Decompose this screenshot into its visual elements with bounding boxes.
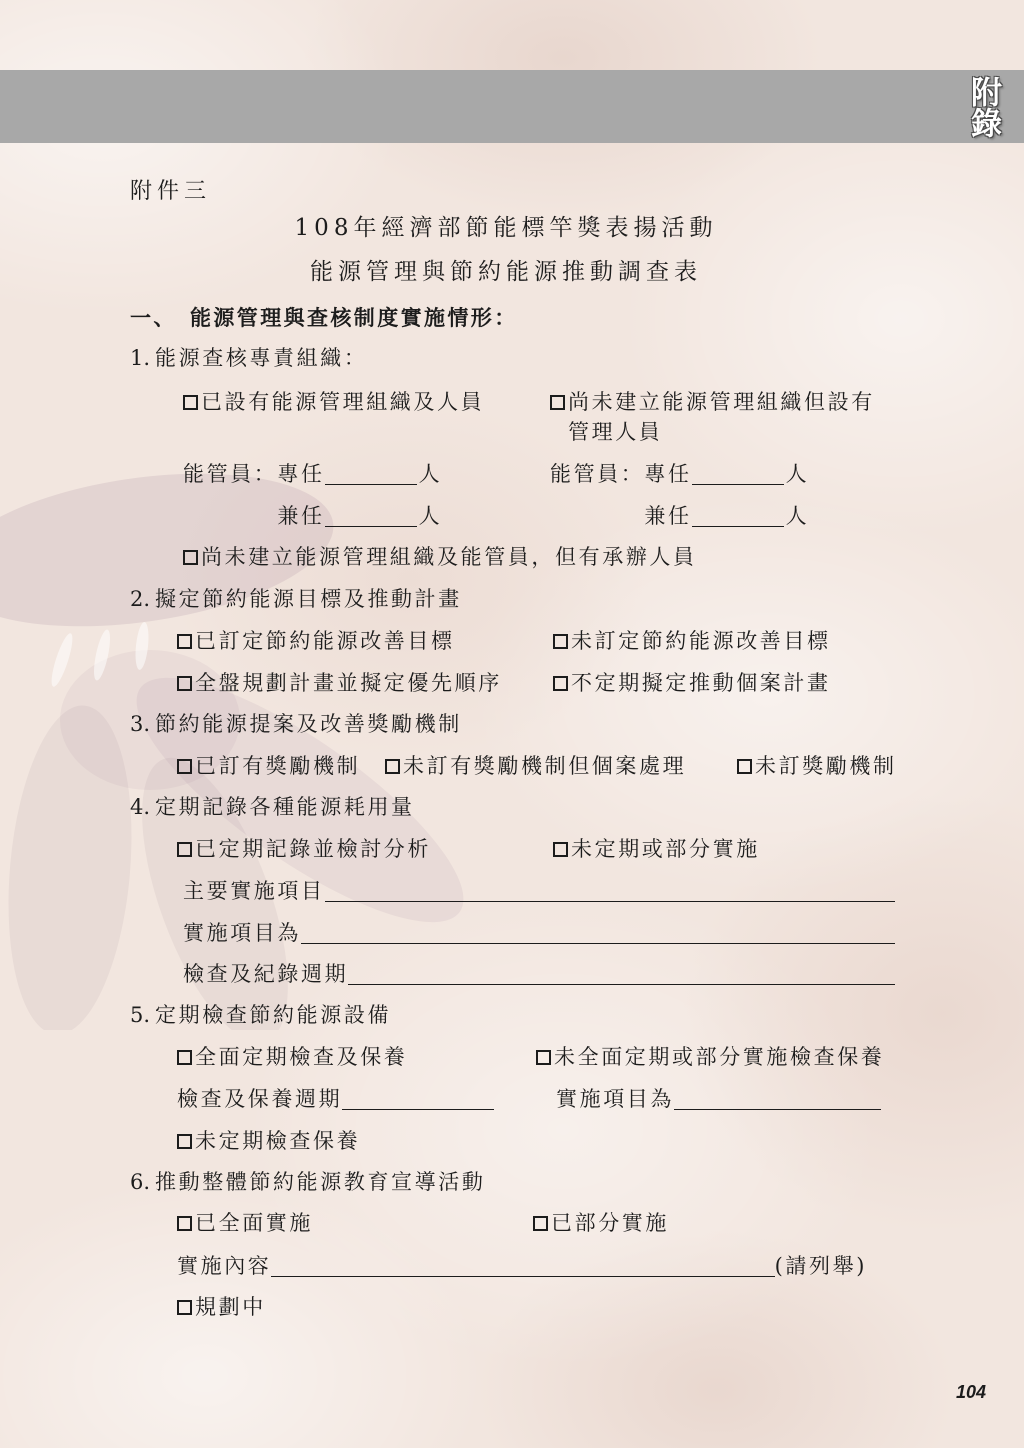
question-title: 推動整體節約能源教育宣導活動 <box>155 1170 486 1194</box>
q6-option-3 <box>177 1292 266 1322</box>
field-label: 實施內容 <box>177 1254 272 1278</box>
q4-field-implementation-items <box>183 918 895 948</box>
document-title: 108年經濟部節能標竿獎表揚活動 <box>294 215 718 241</box>
document-subtitle: 能源管理與節約能源推動調查表 <box>310 259 702 285</box>
question-6-heading <box>130 1167 485 1197</box>
staff-title-label: 能管員： <box>183 462 278 486</box>
staff-title-spacer <box>550 501 644 531</box>
option-label: 全面定期檢查及保養 <box>195 1045 408 1069</box>
question-title: 定期記錄各種能源耗用量 <box>155 795 415 819</box>
q5-field-maintenance-cycle <box>177 1084 494 1114</box>
question-number: 5. <box>130 1003 151 1027</box>
question-number: 6. <box>130 1170 151 1194</box>
q4-field-main-items <box>183 876 895 906</box>
question-3-heading <box>130 709 462 739</box>
q4-option-2 <box>553 834 760 864</box>
full-time-row <box>644 459 809 489</box>
checkbox[interactable] <box>553 842 568 857</box>
content-blank[interactable] <box>271 1251 774 1277</box>
checkbox[interactable] <box>177 676 192 691</box>
question-number: 4. <box>130 795 151 819</box>
page-number: 104 <box>955 1382 986 1402</box>
field-label: 檢查及紀錄週期 <box>183 962 349 986</box>
record-cycle-blank[interactable] <box>348 959 895 985</box>
q1-option-c <box>183 542 697 572</box>
section-heading <box>130 303 518 333</box>
header-bar <box>0 70 1024 143</box>
part-time-label: 兼任 <box>644 504 692 528</box>
question-4-heading <box>130 792 415 822</box>
staff-title-spacer <box>183 501 277 531</box>
question-number: 1. <box>130 346 151 370</box>
part-time-label: 兼任 <box>277 504 325 528</box>
option-label: 已訂有獎勵機制 <box>195 754 361 778</box>
checkbox[interactable] <box>553 676 568 691</box>
appendix-tab-label: 附錄 <box>965 76 1001 138</box>
checkbox[interactable] <box>177 759 192 774</box>
full-time-label: 專任 <box>277 462 325 486</box>
part-time-count-blank[interactable] <box>325 501 417 527</box>
checkbox[interactable] <box>737 759 752 774</box>
field-label: 主要實施項目 <box>183 879 325 903</box>
question-number: 2. <box>130 587 151 611</box>
q2-option-2 <box>553 626 831 656</box>
checkbox[interactable] <box>177 1050 192 1065</box>
q5-option-2 <box>536 1042 884 1072</box>
checkbox[interactable] <box>177 842 192 857</box>
q1-option-a-staff-count <box>183 459 442 531</box>
option-label: 規劃中 <box>195 1295 266 1319</box>
main-items-blank[interactable] <box>325 876 895 902</box>
q1-option-a <box>183 387 484 417</box>
q4-field-record-cycle <box>183 959 895 989</box>
checkbox[interactable] <box>177 1216 192 1231</box>
question-title: 定期檢查節約能源設備 <box>155 1003 392 1027</box>
q5-option-1 <box>177 1042 407 1072</box>
option-label: 已全面實施 <box>195 1211 313 1235</box>
q5-option-3 <box>177 1126 360 1156</box>
checkbox[interactable] <box>385 759 400 774</box>
q2-option-3 <box>177 668 502 698</box>
q1-option-b <box>550 387 875 447</box>
q3-option-1 <box>177 751 360 781</box>
unit-label: 人 <box>785 462 810 486</box>
full-time-row <box>277 459 442 489</box>
full-time-label: 專任 <box>644 462 692 486</box>
option-label: 已定期記錄並檢討分析 <box>195 837 431 861</box>
question-1-heading <box>130 343 367 373</box>
option-label: 已訂定節約能源改善目標 <box>195 629 455 653</box>
implementation-items-blank[interactable] <box>674 1084 881 1110</box>
full-time-count-blank[interactable] <box>692 459 784 485</box>
option-label: 未訂獎勵機制 <box>755 754 897 778</box>
checkbox[interactable] <box>550 395 565 410</box>
option-label: 未定期檢查保養 <box>195 1129 361 1153</box>
unit-label: 人 <box>418 462 443 486</box>
staff-title-label: 能管員： <box>550 462 645 486</box>
q6-field-content <box>177 1251 867 1281</box>
q1-option-b-staff-count <box>550 459 809 531</box>
question-5-heading <box>130 1000 391 1030</box>
maintenance-cycle-blank[interactable] <box>342 1084 494 1110</box>
option-label: 未訂有獎勵機制但個案處理 <box>403 754 687 778</box>
option-label: 未定期或部分實施 <box>571 837 760 861</box>
q2-option-1 <box>177 626 455 656</box>
q2-option-4 <box>553 668 831 698</box>
q3-option-3 <box>737 751 897 781</box>
question-2-heading <box>130 584 462 614</box>
part-time-row <box>277 501 442 531</box>
checkbox[interactable] <box>177 1134 192 1149</box>
field-label: 實施項目為 <box>556 1087 674 1111</box>
checkbox[interactable] <box>177 1300 192 1315</box>
checkbox[interactable] <box>536 1050 551 1065</box>
option-label: 不定期擬定推動個案計畫 <box>571 671 831 695</box>
field-suffix: (請列舉) <box>774 1254 867 1278</box>
q5-field-implementation-items <box>556 1084 881 1114</box>
option-label: 尚未建立能源管理組織但設有 管理人員 <box>568 390 875 444</box>
section-title: 能源管理與查核制度實施情形： <box>190 305 518 330</box>
option-label: 未全面定期或部分實施檢查保養 <box>554 1045 885 1069</box>
question-title: 能源查核專責組織： <box>155 346 368 370</box>
full-time-count-blank[interactable] <box>325 459 417 485</box>
attachment-label: 附件三 <box>130 179 212 204</box>
q4-option-1 <box>177 834 431 864</box>
field-label: 實施項目為 <box>183 921 301 945</box>
part-time-count-blank[interactable] <box>692 501 784 527</box>
option-label: 尚未建立能源管理組織及能管員，但有承辦人員 <box>201 545 697 569</box>
part-time-row <box>644 501 809 531</box>
question-title: 擬定節約能源目標及推動計畫 <box>155 587 462 611</box>
section-number: 一、 <box>130 305 177 330</box>
q6-option-2 <box>533 1208 669 1238</box>
checkbox[interactable] <box>533 1216 548 1231</box>
implementation-items-blank[interactable] <box>301 918 895 944</box>
field-label: 檢查及保養週期 <box>177 1087 343 1111</box>
checkbox[interactable] <box>177 634 192 649</box>
question-number: 3. <box>130 712 151 736</box>
q3-option-2 <box>385 751 686 781</box>
unit-label: 人 <box>418 504 443 528</box>
checkbox[interactable] <box>183 395 198 410</box>
option-label: 已設有能源管理組織及人員 <box>201 390 485 414</box>
question-title: 節約能源提案及改善獎勵機制 <box>155 712 462 736</box>
checkbox[interactable] <box>553 634 568 649</box>
q6-option-1 <box>177 1208 313 1238</box>
unit-label: 人 <box>785 504 810 528</box>
option-label: 已部分實施 <box>551 1211 669 1235</box>
option-label: 全盤規劃計畫並擬定優先順序 <box>195 671 502 695</box>
checkbox[interactable] <box>183 550 198 565</box>
option-label: 未訂定節約能源改善目標 <box>571 629 831 653</box>
